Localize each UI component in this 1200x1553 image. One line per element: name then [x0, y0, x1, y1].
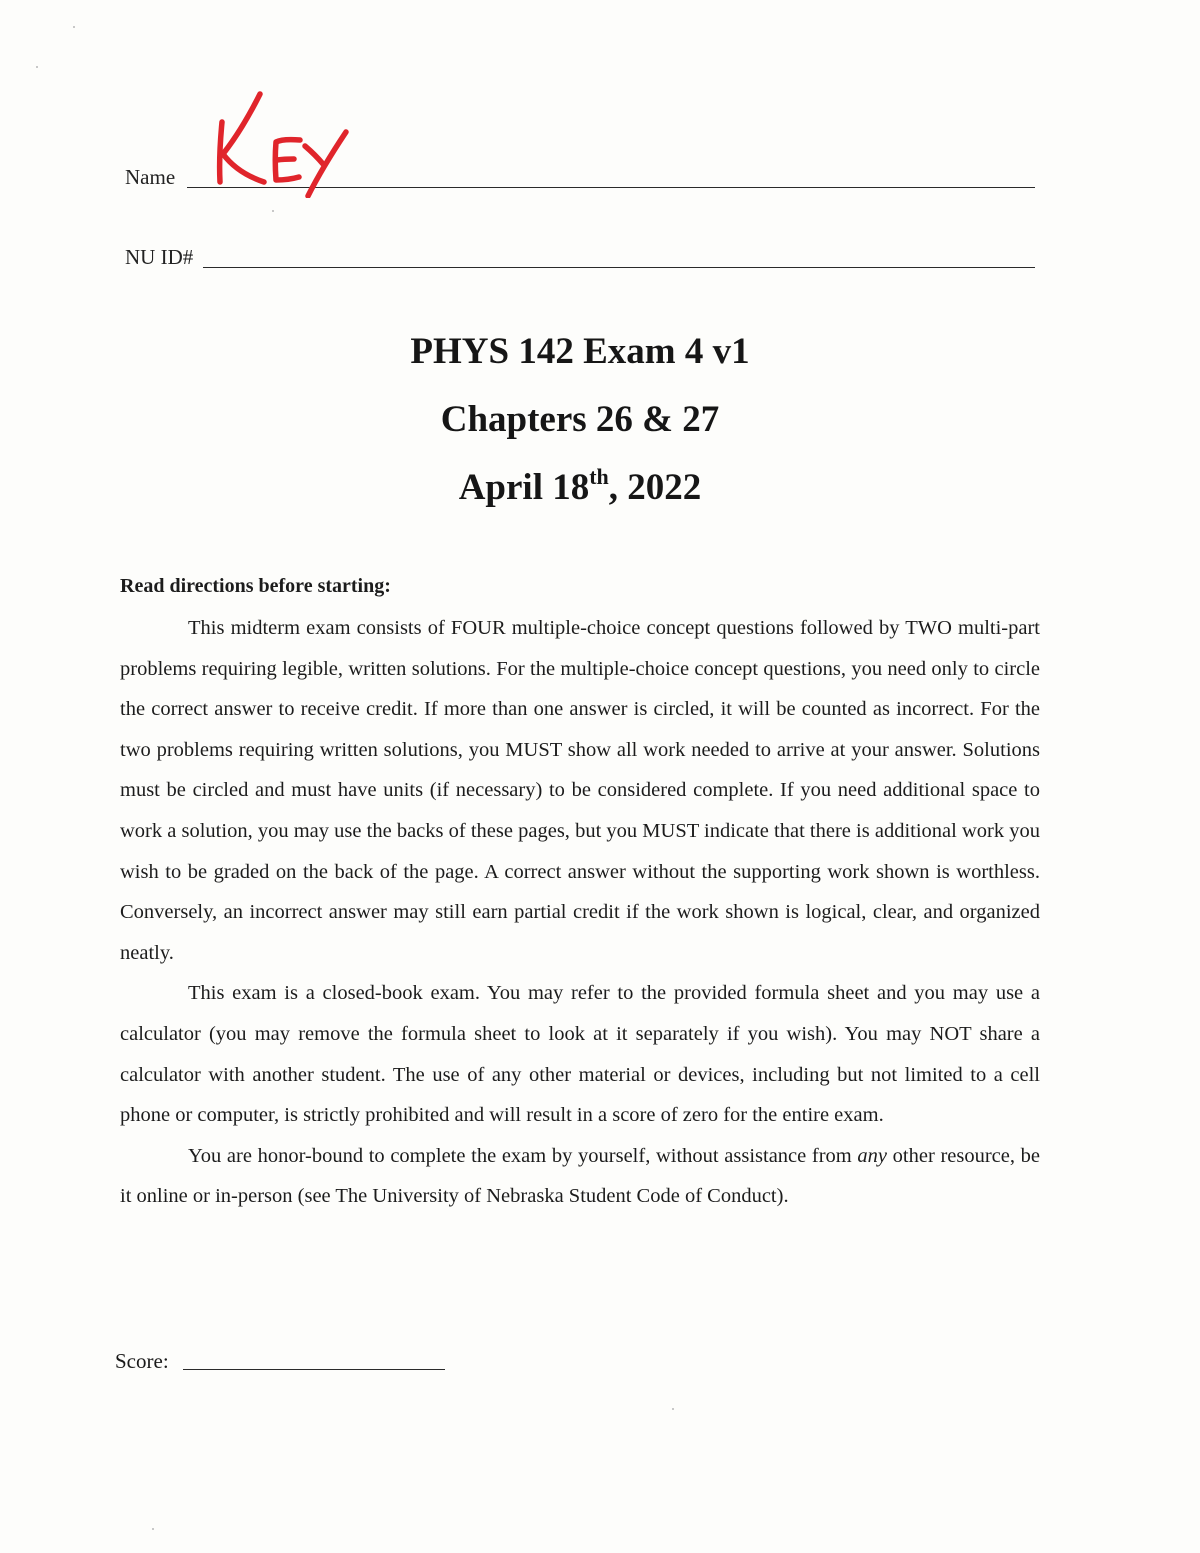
scan-speck [152, 1528, 154, 1530]
exam-date-ordinal: th [589, 464, 609, 489]
nu-id-underline [203, 267, 1035, 268]
directions-emphasis: any [857, 1144, 888, 1167]
score-field[interactable] [115, 1340, 445, 1374]
directions-paragraph-1: This midterm exam consists of FOUR multiple-choice concept questions followed by TWO multi-part problems requiring legible, written solutions. For the multiple-choice concept questions, you need only to circle the correct answer to receive credit. If more than one answer is circled, it will be counted as incorrect. For the two problems requiring written solutions, you MUST show all work needed to arrive at your answer. Solutions must be circled and must have units (if necessary) to be considered complete. If you need additional space to work a solution, you may use the backs of these pages, but you MUST indicate that there is additional work you wish to be graded on the back of the page. A correct answer without the supporting work shown is worthless. Conversely, an incorrect answer may still earn partial credit if the work shown is logical, clear, and organized neatly. [120, 617, 1040, 964]
directions-paragraph-3-start: You are honor-bound to complete the exam by yourself, without assistance from [188, 1144, 858, 1167]
score-label: Score: [115, 1349, 169, 1373]
nu-id-field[interactable] [125, 238, 1035, 270]
directions-paragraph-2: This exam is a closed-book exam. You may refer to the provided formula sheet and you may use a calculator (you may remove the formula sheet to look at it separately if you wish). You may NOT share a calculator with another student. The use of any other material or devices, including but not limited to a cell phone or computer, is strictly prohibited and will result in a score of zero for the entire exam. [120, 982, 1040, 1127]
scan-speck [672, 1408, 674, 1410]
score-underline [183, 1369, 445, 1370]
scan-speck [272, 210, 274, 212]
exam-date-year: , 2022 [608, 467, 702, 508]
scan-speck [73, 26, 75, 28]
handwritten-key-mark [200, 88, 360, 198]
directions-paragraph-3 [120, 1136, 1040, 1217]
name-label: Name [125, 165, 176, 189]
directions-heading: Read directions before starting: [120, 575, 391, 597]
exam-title-block [0, 318, 1160, 522]
directions-paragraph-3-end: other resource, be it online or in-person (see The University of Nebraska Student Code of Conduct). [120, 1144, 1041, 1208]
exam-title: PHYS 142 Exam 4 v1 [410, 331, 750, 372]
scan-speck [36, 66, 38, 68]
exam-chapters: Chapters 26 & 27 [440, 399, 720, 440]
exam-date-month-day: April 18 [458, 467, 590, 508]
nu-id-label: NU ID# [125, 245, 194, 269]
directions-section [120, 568, 1040, 1217]
handwritten-key-drawing [200, 88, 360, 198]
exam-date [0, 454, 1160, 522]
